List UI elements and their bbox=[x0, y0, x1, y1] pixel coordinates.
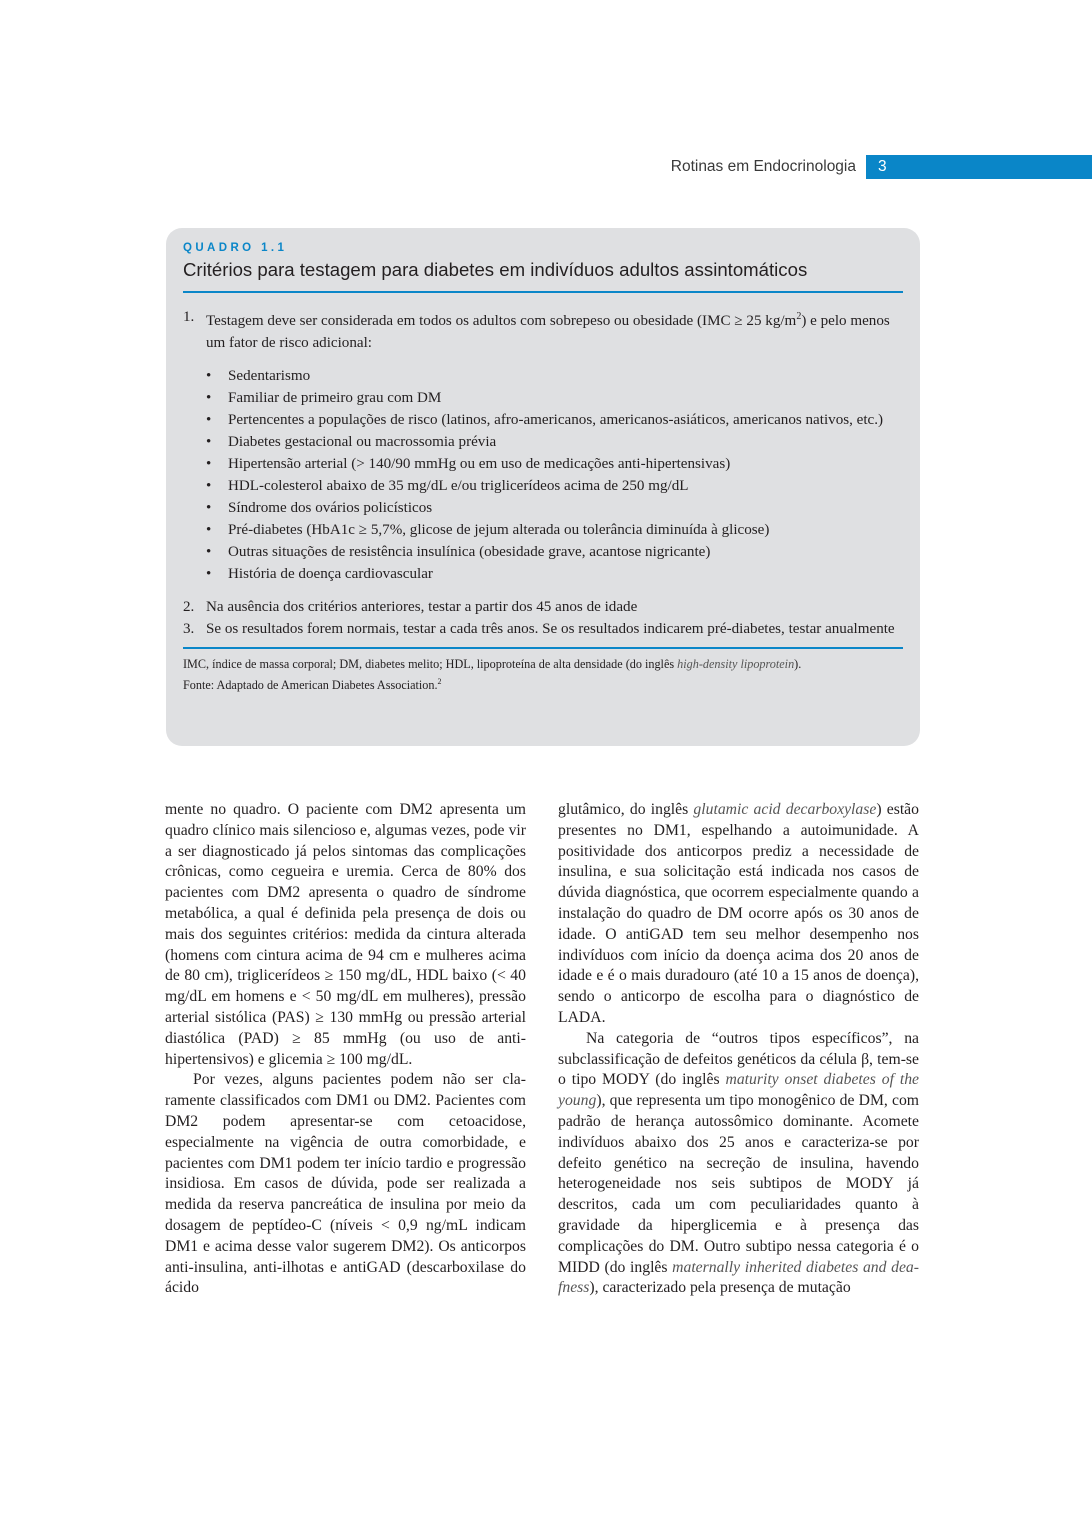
criterion-number: 1. bbox=[183, 309, 195, 325]
paragraph: mente no quadro. O paciente com DM2 apresenta um quadro clínico mais silencioso e, algumas vezes, pode vir a ser diagnosticado já pelos sintomas das complicações crônicas, como cegueira e uremia. Cerca de 80% dos pacientes com DM2 apresenta o quadro de síndrome metabólica, a qual é definida pela presença de dois ou mais dos seguintes critérios: medida da cintura alterada (homens com cintura acima de 94 cm e mulheres acima de 80 cm), triglicerídeos ≥ 150 mg/dL, HDL baixo (< 40 mg/dL em homens e < 50 mg/dL em mulheres), pressão arterial sistólica (PAS) ≥ 130 mmHg ou pressão arterial diastólica (PAD) ≥ 85 mmHg (ou uso de anti-hipertensivos) e glicemia ≥ 100 mg/dL. bbox=[165, 801, 526, 1068]
bullet-icon: • bbox=[206, 478, 212, 495]
list-item: • Familiar de primeiro grau com DM bbox=[206, 387, 903, 409]
bullet-icon: • bbox=[206, 368, 212, 385]
right-column bbox=[558, 800, 919, 1299]
paragraph: Por vezes, alguns pacientes podem não ser claramente classificados com DM1 ou DM2. Pacientes com DM2 podem apresentar-se com cetoacidose, especialmente na vigência de outra comorbidade, e pacientes com DM1 podem ter início tardio e progressão insidiosa. Em casos de dúvida, pode ser realizada a medida da reserva pancreática de insulina por meio da dosagem de peptídeo-C (níveis < 0,9 ng/mL indicam DM1 e acima desse valor sugerem DM2). Os anticorpos anti-insulina, anti-ilhotas e antiGAD (descarboxilase do ácido bbox=[165, 1071, 526, 1297]
bullet-icon: • bbox=[206, 544, 212, 561]
bullet-icon: • bbox=[206, 434, 212, 451]
criterion-number: 3. bbox=[183, 621, 195, 638]
criteria-list bbox=[183, 306, 903, 640]
bullet-icon: • bbox=[206, 456, 212, 473]
criterion-text: Se os resultados forem normais, testar a cada três anos. Se os resultados indicarem pré-diabetes, testar anualmente bbox=[206, 621, 895, 638]
superscript: 2 bbox=[437, 677, 442, 687]
abbreviations-note: IMC, índice de massa corporal; DM, diabetes melito; HDL, lipoproteína de alta densidade (do inglês high-density lipoprotein). bbox=[183, 657, 802, 672]
running-head bbox=[0, 155, 1092, 179]
criterion-text: ) e pelo menos um fator de risco adicional: bbox=[206, 313, 890, 352]
left-column bbox=[165, 800, 526, 1299]
paragraph: Na categoria de “outros tipos específicos”, na subclassificação de defeitos genéticos da célula β, tem-se o tipo MODY (do inglês maturity onset diabetes of the young), que representa um tipo monogênico de DM, com padrão de herança autossômico dominante. Acomete indivíduos abaixo dos 25 anos e caracteriza-se por defeito genético na secreção de insulina, havendo heterogeneidade nos seis subtipos de MODY já descritos, cada um com peculiaridades quanto à gravidade da hiperglicemia e à presença das complicações do DM. Outro subtipo nessa categoria é o MIDD (do inglês maternally inherited diabetes and deafness), caracterizado pela presença de mutação bbox=[558, 1029, 919, 1297]
list-item: • Hipertensão arterial (> 140/90 mmHg ou em uso de medicações anti-hipertensivas) bbox=[206, 453, 903, 475]
criterion-text: Na ausência dos critérios anteriores, testar a partir dos 45 anos de idade bbox=[206, 599, 638, 616]
bullet-icon: • bbox=[206, 412, 212, 429]
criterion-1 bbox=[183, 306, 903, 354]
list-item: • Síndrome dos ovários policísticos bbox=[206, 497, 903, 519]
box-top-rule bbox=[183, 291, 903, 293]
page-number: 3 bbox=[866, 155, 1092, 179]
criterion-text: Testagem deve ser considerada em todos os adultos com sobrepeso ou obesidade (IMC ≥ 25 kg/m bbox=[206, 313, 797, 330]
criterion-number: 2. bbox=[183, 599, 195, 616]
list-item: • Diabetes gestacional ou macrossomia prévia bbox=[206, 431, 903, 453]
list-item: • Pré-diabetes (HbA1c ≥ 5,7%, glicose de jejum alterada ou tolerância diminuída à glicose) bbox=[206, 519, 903, 541]
source-note: Fonte: Adaptado de American Diabetes Association.$^2$ bbox=[183, 677, 442, 693]
box-heading: Critérios para testagem para diabetes em indivíduos adultos assintomáticos bbox=[183, 259, 808, 280]
box-bottom-rule bbox=[183, 647, 903, 649]
criterion-2 bbox=[183, 596, 903, 618]
risk-factor-list bbox=[206, 365, 903, 585]
list-item: • História de doença cardiovascular bbox=[206, 563, 903, 585]
box-label: QUADRO 1.1 bbox=[183, 242, 288, 254]
criterion-3 bbox=[183, 618, 903, 640]
list-item: • Outras situações de resistência insulínica (obesidade grave, acantose nigricante) bbox=[206, 541, 903, 563]
criteria-box bbox=[166, 228, 920, 746]
bullet-icon: • bbox=[206, 500, 212, 517]
bullet-icon: • bbox=[206, 566, 212, 583]
list-item: • Pertencentes a populações de risco (latinos, afro-americanos, americanos-asiáticos, americanos nativos, etc.) bbox=[206, 409, 903, 431]
paragraph: glutâmico, do inglês glutamic acid decarboxylase) estão presentes no DM1, espelhando a autoimunidade. A positividade dos anticorpos prediz a necessidade de insulina, e sua solicitação está indicada nos casos de dúvida diagnóstica, que ocorrem especialmente quando a instalação do quadro de DM ocorre após os 30 anos de idade. O antiGAD tem seu melhor desempenho nos indivíduos com início da doença acima dos 20 anos de idade e é o mais duradouro (até 10 a 15 anos de doença), sendo o anticorpo de escolha para o diagnóstico de LADA. bbox=[558, 801, 919, 1026]
box-footnote bbox=[183, 655, 903, 694]
list-item: • HDL-colesterol abaixo de 35 mg/dL e/ou triglicerídeos acima de 250 mg/dL bbox=[206, 475, 903, 497]
list-item: • Sedentarismo bbox=[206, 365, 903, 387]
superscript: 2 bbox=[796, 311, 802, 322]
bullet-icon: • bbox=[206, 522, 212, 539]
bullet-icon: • bbox=[206, 390, 212, 407]
running-head-title: Rotinas em Endocrinologia bbox=[670, 158, 856, 175]
